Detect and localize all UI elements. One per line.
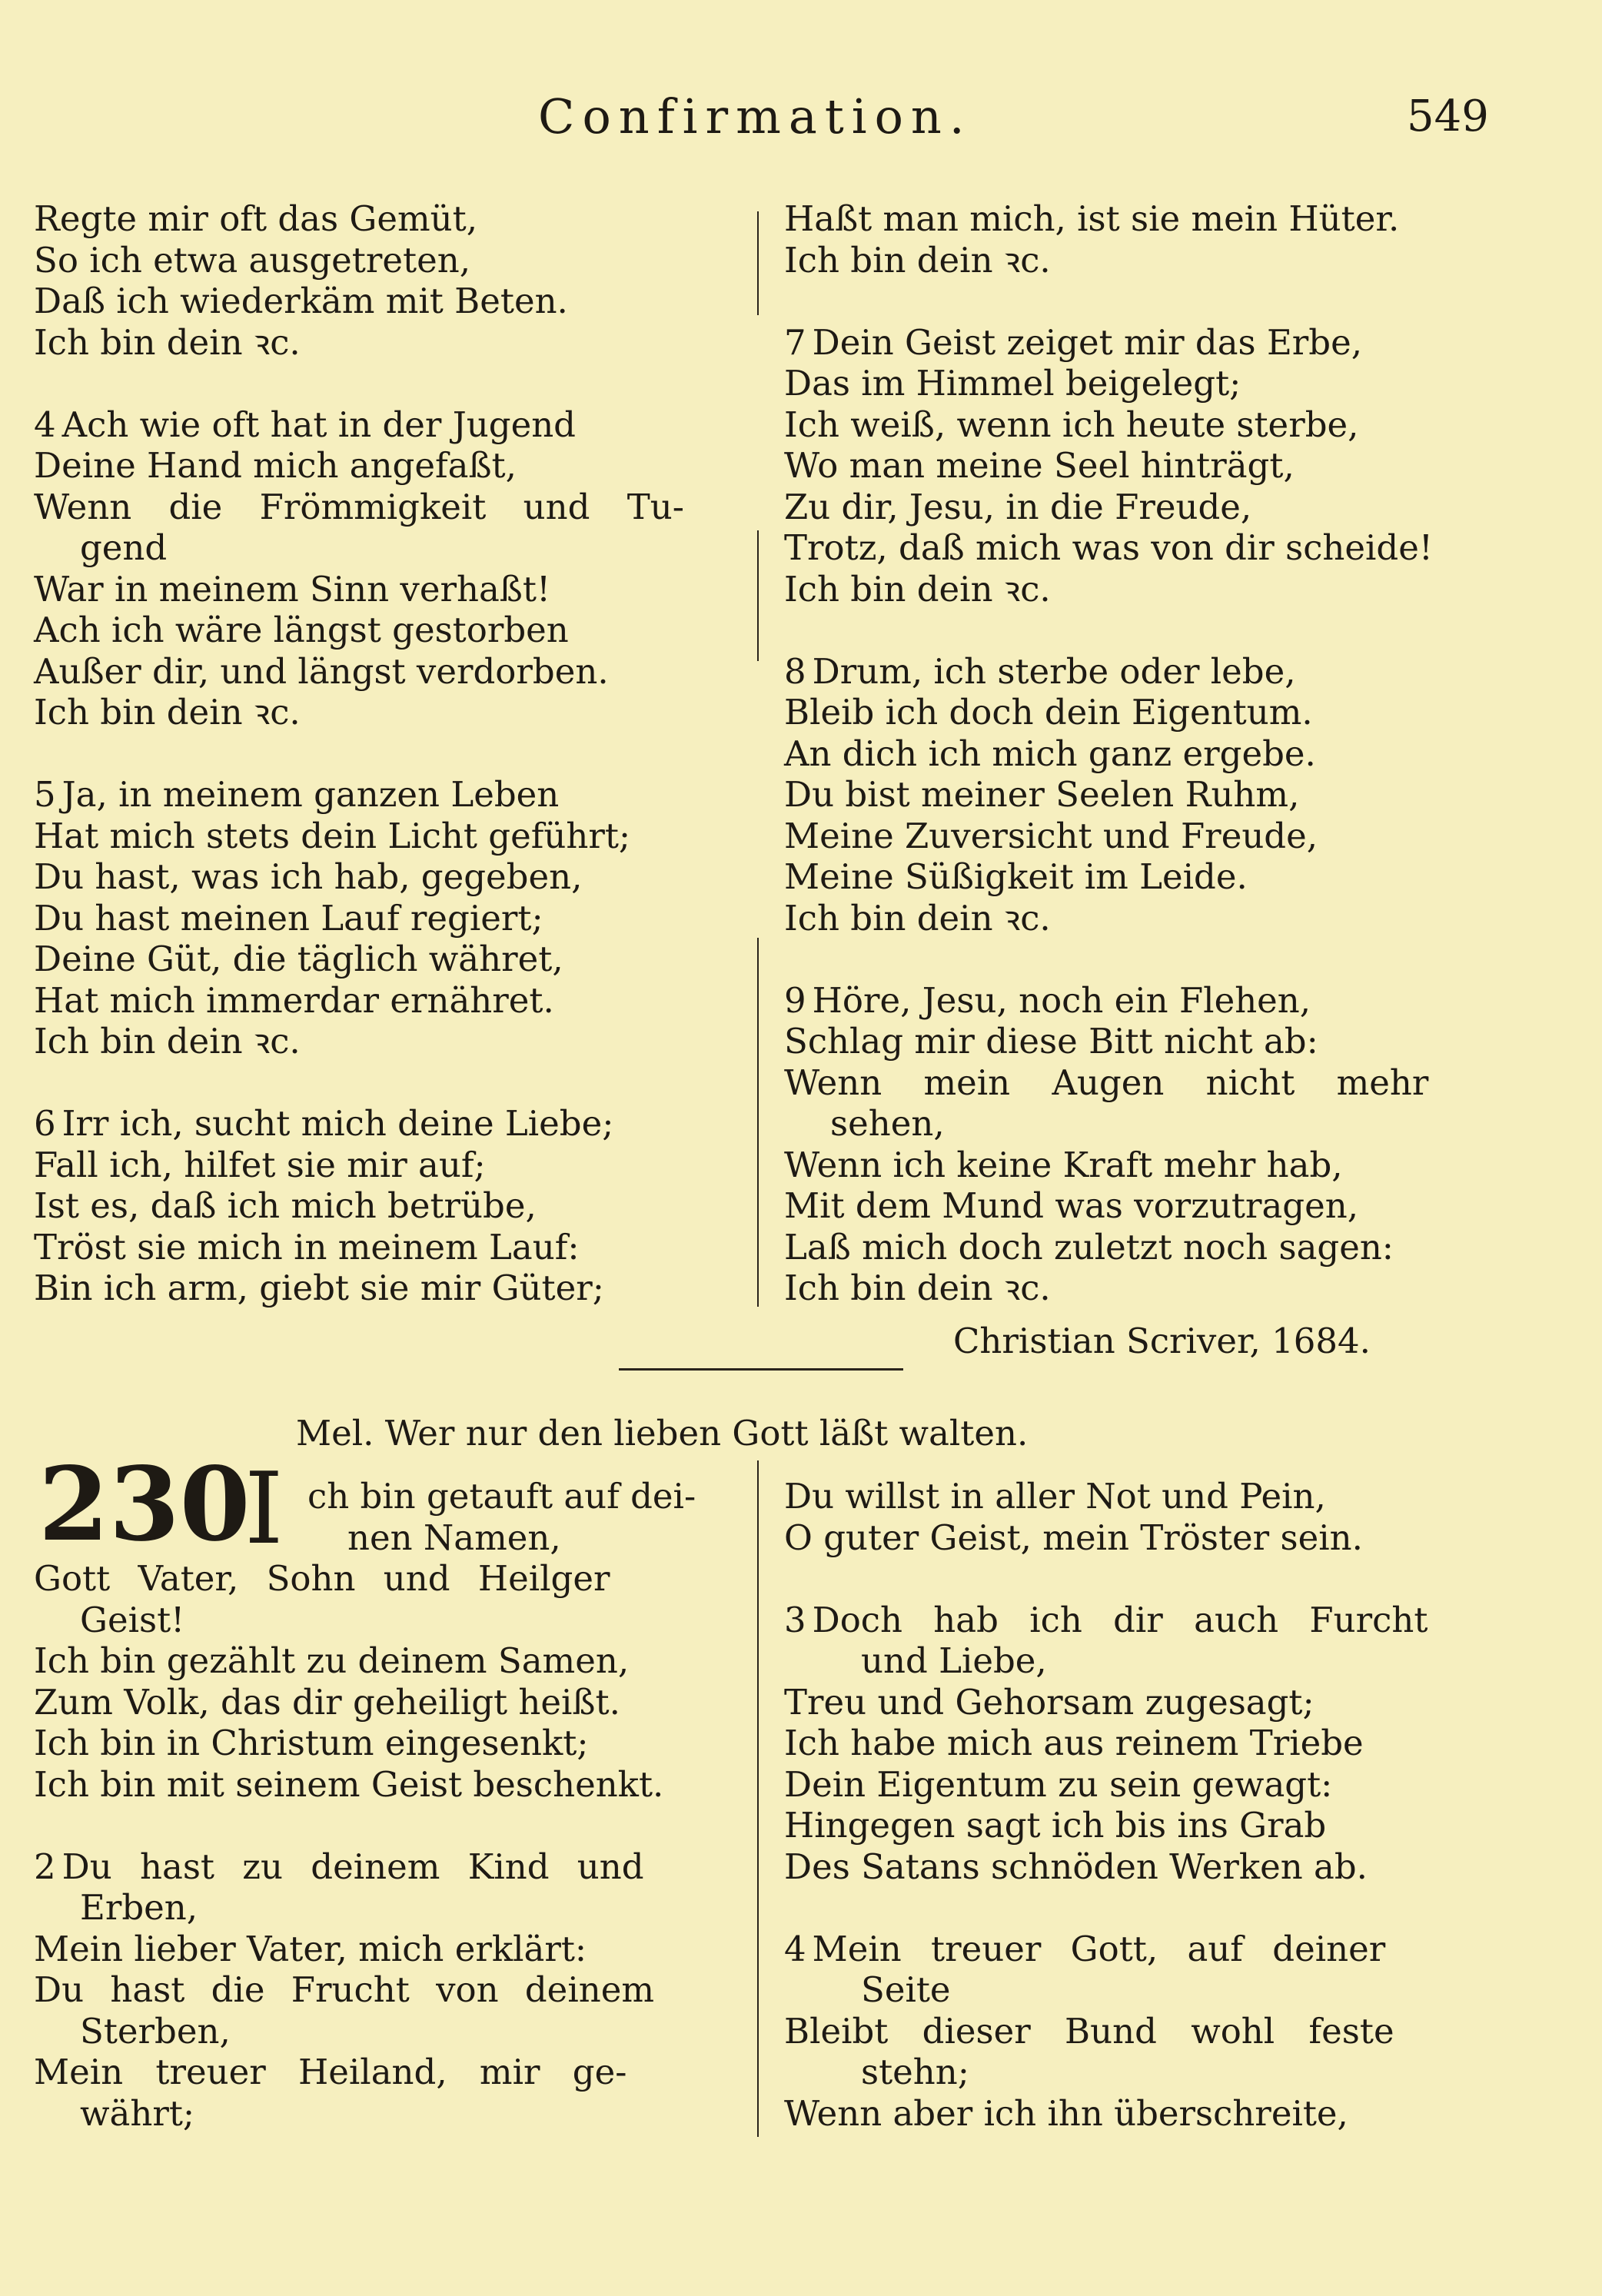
drop-cap-initial: I — [244, 1452, 284, 1567]
column-rule — [757, 938, 759, 1307]
verse-line: Du bist meiner Seelen Ruhm, — [784, 774, 1300, 815]
verse-line: Dein Eigentum zu sein gewagt: — [784, 1763, 1333, 1805]
verse-line: Deine Hand mich angefaßt, — [34, 445, 517, 486]
verse-line: Daß ich wiederkäm mit Beten. — [34, 281, 568, 321]
verse-line: Ach ich wäre längst gestorben — [34, 610, 569, 650]
column-rule — [757, 211, 759, 315]
verse-line: Haßt man mich, ist sie mein Hüter. — [784, 198, 1400, 239]
verse-line: Schlag mir diese Bitt nicht ab: — [784, 1021, 1318, 1062]
verse-line-continuation: währt; — [80, 2092, 195, 2134]
verse-line: Ich bin dein ꝛc. — [34, 1021, 301, 1062]
verse-line: O guter Geist, mein Tröster sein. — [784, 1517, 1363, 1558]
verse-line-continuation: stehn; — [861, 2052, 969, 2092]
melody-reference: Mel. Wer nur den lieben Gott läßt walten. — [296, 1413, 1029, 1454]
verse-line: Du hast meinen Lauf regiert; — [34, 897, 543, 939]
verse-line: Regte mir oft das Gemüt, — [34, 198, 478, 239]
verse-line: Ich bin dein ꝛc. — [34, 321, 301, 363]
verse-line: Hingegen sagt ich bis ins Grab — [784, 1805, 1327, 1846]
verse-line-continuation: Geist! — [80, 1599, 185, 1640]
verse-line: Meine Zuversicht und Freude, — [784, 815, 1318, 856]
hymn-separator-rule — [619, 1368, 903, 1371]
verse-line: Außer dir, und längst verdorben. — [34, 650, 609, 692]
page-number: 549 — [1407, 91, 1489, 141]
verse-line-continuation: Sterben, — [80, 2010, 231, 2052]
verse-line: Bleib ich doch dein Eigentum. — [784, 692, 1313, 733]
verse-line: Ich bin dein ꝛc. — [784, 239, 1051, 281]
verse-line: Hat mich stets dein Licht geführt; — [34, 815, 631, 856]
verse-line: Wenn aber ich ihn überschreite, — [784, 2092, 1348, 2134]
verse-line: Trotz, daß mich was von dir scheide! — [784, 527, 1433, 568]
column-rule — [757, 530, 759, 661]
verse-line-continuation: Erben, — [80, 1887, 198, 1928]
verse-line: Du willst in aller Not und Pein, — [784, 1476, 1326, 1517]
verse-line: Ich bin dein ꝛc. — [34, 692, 301, 733]
verse-line: Wenn die Frömmigkeit und Tu- — [34, 486, 684, 527]
verse-line: Du hast die Frucht von deinem — [34, 1969, 654, 2010]
verse-line: Ich bin dein ꝛc. — [784, 897, 1051, 939]
hymn-230-left-column — [34, 1476, 756, 2134]
verse-line: So ich etwa ausgetreten, — [34, 239, 471, 281]
verse-line: Gott Vater, Sohn und Heilger — [34, 1558, 610, 1599]
top-right-column — [784, 198, 1507, 1309]
verse-4-first-line: 4 Mein treuer Gott, auf deiner — [784, 1928, 1386, 1969]
verse-line: Mein treuer Heiland, mir ge- — [34, 2052, 627, 2092]
verse-line: Ich habe mich aus reinem Triebe — [784, 1723, 1364, 1763]
verse-line-continuation: sehen, — [830, 1103, 945, 1144]
verse-line-continuation: gend — [80, 527, 168, 568]
verse-line-continuation: Seite — [861, 1969, 951, 2010]
verse-3-first-line: 3 Doch hab ich dir auch Furcht — [784, 1599, 1428, 1640]
verse-line: Tröst sie mich in meinem Lauf: — [34, 1226, 580, 1268]
verse-line: Zum Volk, das dir geheiligt heißt. — [34, 1681, 620, 1723]
verse-line: An dich ich mich ganz ergebe. — [784, 733, 1316, 774]
verse-number: 3 — [784, 1599, 806, 1640]
column-rule — [757, 1460, 759, 2137]
verse-number: 6 — [34, 1103, 56, 1144]
verse-line: Ich bin mit seinem Geist beschenkt. — [34, 1763, 664, 1805]
verse-line-continuation: und Liebe, — [861, 1640, 1047, 1681]
verse-line: Treu und Gehorsam zugesagt; — [784, 1681, 1315, 1723]
verse-line: Ist es, daß ich mich betrübe, — [34, 1185, 537, 1226]
verse-line: Meine Süßigkeit im Leide. — [784, 856, 1248, 897]
verse-7-first-line: 7 Dein Geist zeiget mir das Erbe, — [784, 321, 1363, 363]
verse-line: Wo man meine Seel hinträgt, — [784, 445, 1295, 486]
verse-line: Ich weiß, wenn ich heute sterbe, — [784, 404, 1359, 445]
hymn-first-line: ch bin getauft auf dei- — [307, 1476, 696, 1517]
hymn-230-right-column — [784, 1476, 1507, 2134]
top-left-column — [34, 198, 756, 1309]
verse-number: 2 — [34, 1846, 56, 1887]
verse-line: Wenn mein Augen nicht mehr — [784, 1062, 1429, 1103]
verse-line: Ich bin dein ꝛc. — [784, 568, 1051, 610]
verse-4-first-line: 4 Ach wie oft hat in der Jugend — [34, 404, 576, 445]
verse-6-first-line: 6 Irr ich, sucht mich deine Liebe; — [34, 1103, 614, 1144]
verse-line: Bin ich arm, giebt sie mir Güter; — [34, 1268, 604, 1308]
verse-line: Mit dem Mund was vorzutragen, — [784, 1185, 1359, 1226]
verse-9-first-line: 9 Höre, Jesu, noch ein Flehen, — [784, 979, 1311, 1021]
hymn-author-attribution: Christian Scriver, 1684. — [953, 1321, 1371, 1361]
verse-line: Mein lieber Vater, mich erklärt: — [34, 1928, 587, 1969]
verse-number: 4 — [784, 1928, 806, 1969]
verse-number: 7 — [784, 321, 806, 363]
verse-number: 4 — [34, 404, 56, 445]
verse-number: 8 — [784, 650, 806, 692]
verse-line: Bleibt dieser Bund wohl feste — [784, 2010, 1394, 2052]
verse-line: Deine Güt, die täglich währet, — [34, 939, 563, 979]
hymn-number: 230 — [38, 1445, 251, 1564]
verse-8-first-line: 8 Drum, ich sterbe oder lebe, — [784, 650, 1296, 692]
hymn-first-line-continuation: nen Namen, — [347, 1517, 561, 1558]
verse-2-first-line: 2 Du hast zu deinem Kind und — [34, 1846, 644, 1887]
verse-line: Fall ich, hilfet sie mir auf; — [34, 1144, 486, 1185]
verse-line: Laß mich doch zuletzt noch sagen: — [784, 1226, 1394, 1268]
verse-line: Wenn ich keine Kraft mehr hab, — [784, 1144, 1343, 1185]
verse-line: Zu dir, Jesu, in die Freude, — [784, 486, 1252, 527]
verse-5-first-line: 5 Ja, in meinem ganzen Leben — [34, 774, 560, 815]
running-title: Confirmation. — [538, 88, 972, 145]
verse-number: 9 — [784, 979, 806, 1021]
verse-line: Ich bin in Christum eingesenkt; — [34, 1723, 589, 1763]
verse-line: Du hast, was ich hab, gegeben, — [34, 856, 583, 897]
verse-line: Das im Himmel beigelegt; — [784, 363, 1241, 404]
verse-line: Hat mich immerdar ernähret. — [34, 979, 554, 1021]
verse-line: Des Satans schnöden Werken ab. — [784, 1846, 1368, 1887]
verse-number: 5 — [34, 774, 56, 815]
verse-line: War in meinem Sinn verhaßt! — [34, 568, 551, 610]
verse-line: Ich bin gezählt zu deinem Samen, — [34, 1640, 630, 1681]
verse-line: Ich bin dein ꝛc. — [784, 1268, 1051, 1308]
